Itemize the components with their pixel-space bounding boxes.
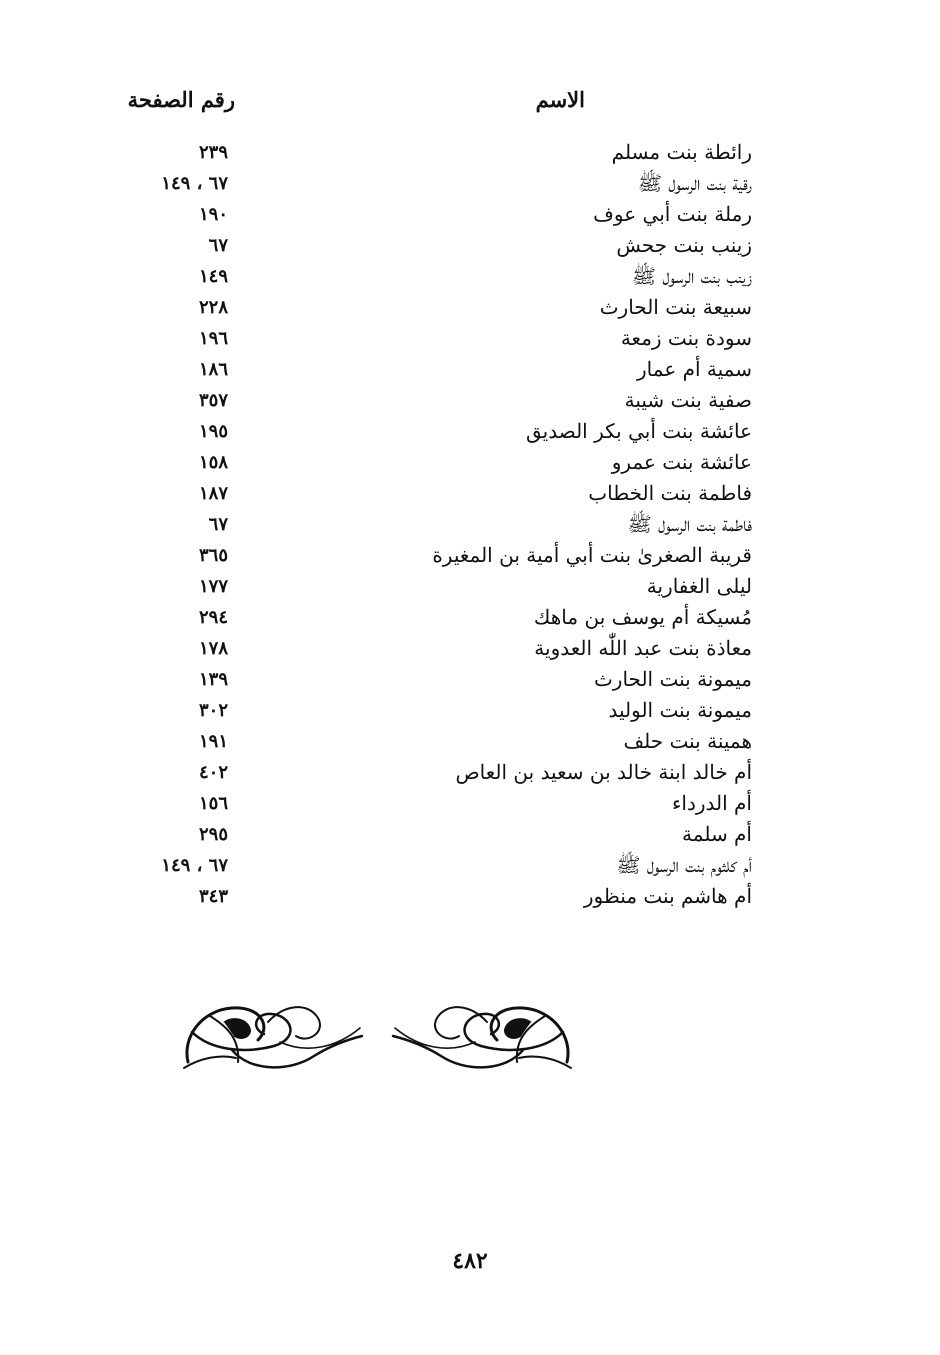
entry-name: أم خالد ابنة خالد بن سعيد بن العاص <box>455 760 752 784</box>
index-entry <box>0 850 940 881</box>
index-entry <box>0 385 940 416</box>
index-list <box>0 137 940 912</box>
entry-name: معاذة بنت عبد اللّٰه العدوية <box>534 636 752 660</box>
entry-name: ليلى الغفارية <box>646 574 752 598</box>
index-entry <box>0 354 940 385</box>
entry-name: رقية بنت الرسول ﷺ <box>637 171 752 195</box>
entry-name: أم الدرداء <box>672 791 752 815</box>
index-entry <box>0 726 940 757</box>
index-entry <box>0 509 940 540</box>
index-entry <box>0 695 940 726</box>
index-entry <box>0 571 940 602</box>
entry-name: ميمونة بنت الحارث <box>593 667 752 691</box>
index-entry <box>0 757 940 788</box>
index-entry <box>0 292 940 323</box>
entry-pages: ٦٧ ، ١٤٩ <box>161 173 228 194</box>
column-header-name: الاسم <box>535 87 585 112</box>
index-entry <box>0 416 940 447</box>
entry-pages: ٦٧ <box>208 514 228 535</box>
index-entry <box>0 447 940 478</box>
entry-name: زينب بنت الرسول ﷺ <box>631 264 752 288</box>
entry-name: ميمونة بنت الوليد <box>608 698 752 722</box>
entry-pages: ٢٢٨ <box>198 297 228 318</box>
entry-name: مُسيكة أم يوسف بن ماهك <box>533 605 752 629</box>
entry-pages: ٣٠٢ <box>198 700 228 721</box>
entry-pages: ١٩٠ <box>198 204 228 225</box>
index-entry <box>0 664 940 695</box>
entry-pages: ٢٣٩ <box>198 142 228 163</box>
entry-pages: ٢٩٥ <box>198 824 228 845</box>
entry-name: أم كلثوم بنت الرسول ﷺ <box>616 853 752 877</box>
entry-pages: ٢٩٤ <box>198 607 228 628</box>
entry-name: قريبة الصغرىٰ بنت أبي أمية بن المغيرة <box>432 543 752 567</box>
column-header-page: رقم الصفحة <box>127 87 235 112</box>
entry-name: صفية بنت شيبة <box>624 388 752 412</box>
flourish-ornament-icon <box>180 992 575 1082</box>
entry-pages: ١٥٦ <box>198 793 228 814</box>
index-entry <box>0 323 940 354</box>
index-entry <box>0 478 940 509</box>
entry-name: زينب بنت جحش <box>616 233 752 257</box>
index-entry <box>0 230 940 261</box>
entry-pages: ٣٥٧ <box>198 390 228 411</box>
entry-name: أم هاشم بنت منظور <box>583 884 752 908</box>
entry-pages: ١٩٥ <box>198 421 228 442</box>
entry-name: سودة بنت زمعة <box>620 326 752 350</box>
entry-pages: ١٨٦ <box>198 359 228 380</box>
index-entry <box>0 633 940 664</box>
entry-name: فاطمة بنت الرسول ﷺ <box>627 512 752 536</box>
entry-pages: ١٩٦ <box>198 328 228 349</box>
entry-pages: ٣٤٣ <box>198 886 228 907</box>
entry-pages: ١٣٩ <box>198 669 228 690</box>
entry-name: فاطمة بنت الخطاب <box>588 481 752 505</box>
entry-pages: ٣٦٥ <box>198 545 228 566</box>
entry-pages: ٦٧ <box>208 235 228 256</box>
entry-pages: ١٤٩ <box>198 266 228 287</box>
index-entry <box>0 788 940 819</box>
index-entry <box>0 881 940 912</box>
entry-name: رائطة بنت مسلم <box>611 140 752 164</box>
entry-pages: ٦٧ ، ١٤٩ <box>161 855 228 876</box>
entry-pages: ١٥٨ <box>198 452 228 473</box>
index-entry <box>0 199 940 230</box>
entry-pages: ١٩١ <box>198 731 228 752</box>
index-entry <box>0 602 940 633</box>
page-number: ٤٨٢ <box>452 1248 488 1274</box>
entry-name: عائشة بنت أبي بكر الصديق <box>525 419 752 443</box>
index-entry <box>0 261 940 292</box>
entry-name: سبيعة بنت الحارث <box>599 295 752 319</box>
index-entry <box>0 137 940 168</box>
entry-name: سمية أم عمار <box>637 357 752 381</box>
entry-pages: ١٧٨ <box>198 638 228 659</box>
index-entry <box>0 540 940 571</box>
index-entry <box>0 168 940 199</box>
entry-pages: ١٨٧ <box>198 483 228 504</box>
entry-name: رملة بنت أبي عوف <box>593 202 752 226</box>
entry-pages: ٤٠٢ <box>198 762 228 783</box>
entry-pages: ١٧٧ <box>198 576 228 597</box>
index-entry <box>0 819 940 850</box>
entry-name: أم سلمة <box>682 822 752 846</box>
entry-name: عائشة بنت عمرو <box>611 450 752 474</box>
entry-name: همينة بنت حلف <box>623 729 752 753</box>
